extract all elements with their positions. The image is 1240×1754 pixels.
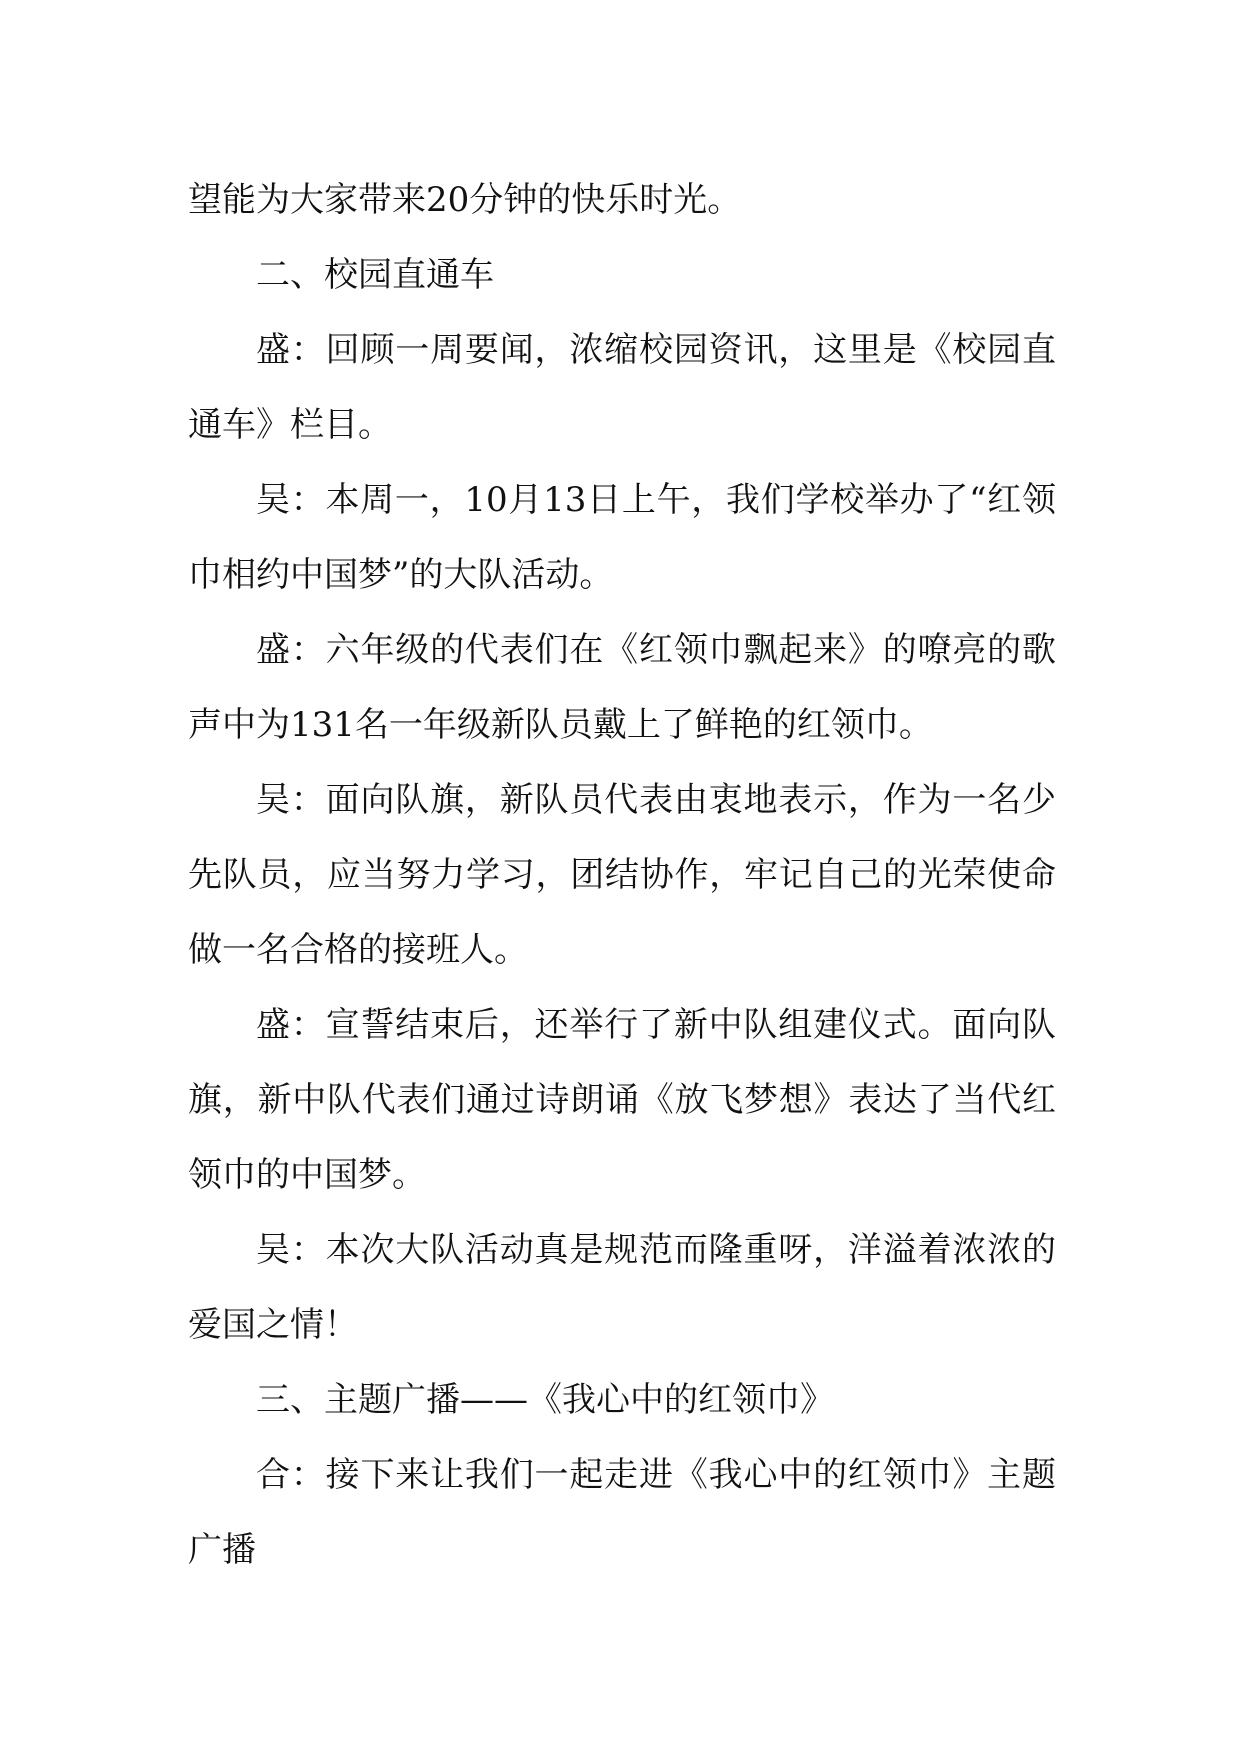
paragraph-dialogue: 合：接下来让我们一起走进《我心中的红领巾》主题广播 [188,1455,1056,1570]
document-body [188,163,1056,1588]
section-heading-theme-broadcast: 三、主题广播——《我心中的红领巾》 [256,1380,834,1420]
paragraph-dialogue: 盛：宣誓结束后，还举行了新中队组建仪式。面向队旗，新中队代表们通过诗朗诵《放飞梦想》表达了当代红领巾的中国梦。 [188,1005,1056,1195]
paragraph-dialogue: 吴：面向队旗，新队员代表由衷地表示，作为一名少先队员，应当努力学习，团结协作，牢记自己的光荣使命做一名合格的接班人。 [188,780,1056,970]
paragraph-dialogue: 吴：本周一，10月13日上午，我们学校举办了“红领巾相约中国梦”的大队活动。 [188,480,1056,595]
paragraph-dialogue: 盛：回顾一周要闻，浓缩校园资讯，这里是《校园直通车》栏目。 [188,330,1056,445]
section-heading-campus-express: 二、校园直通车 [256,255,494,295]
paragraph-dialogue: 盛：六年级的代表们在《红领巾飘起来》的嘹亮的歌声中为131名一年级新队员戴上了鲜艳的红领巾。 [188,630,1056,745]
paragraph-dialogue: 吴：本次大队活动真是规范而隆重呀，洋溢着浓浓的爱国之情！ [188,1230,1056,1345]
paragraph-continuation: 望能为大家带来20分钟的快乐时光。 [188,180,742,220]
